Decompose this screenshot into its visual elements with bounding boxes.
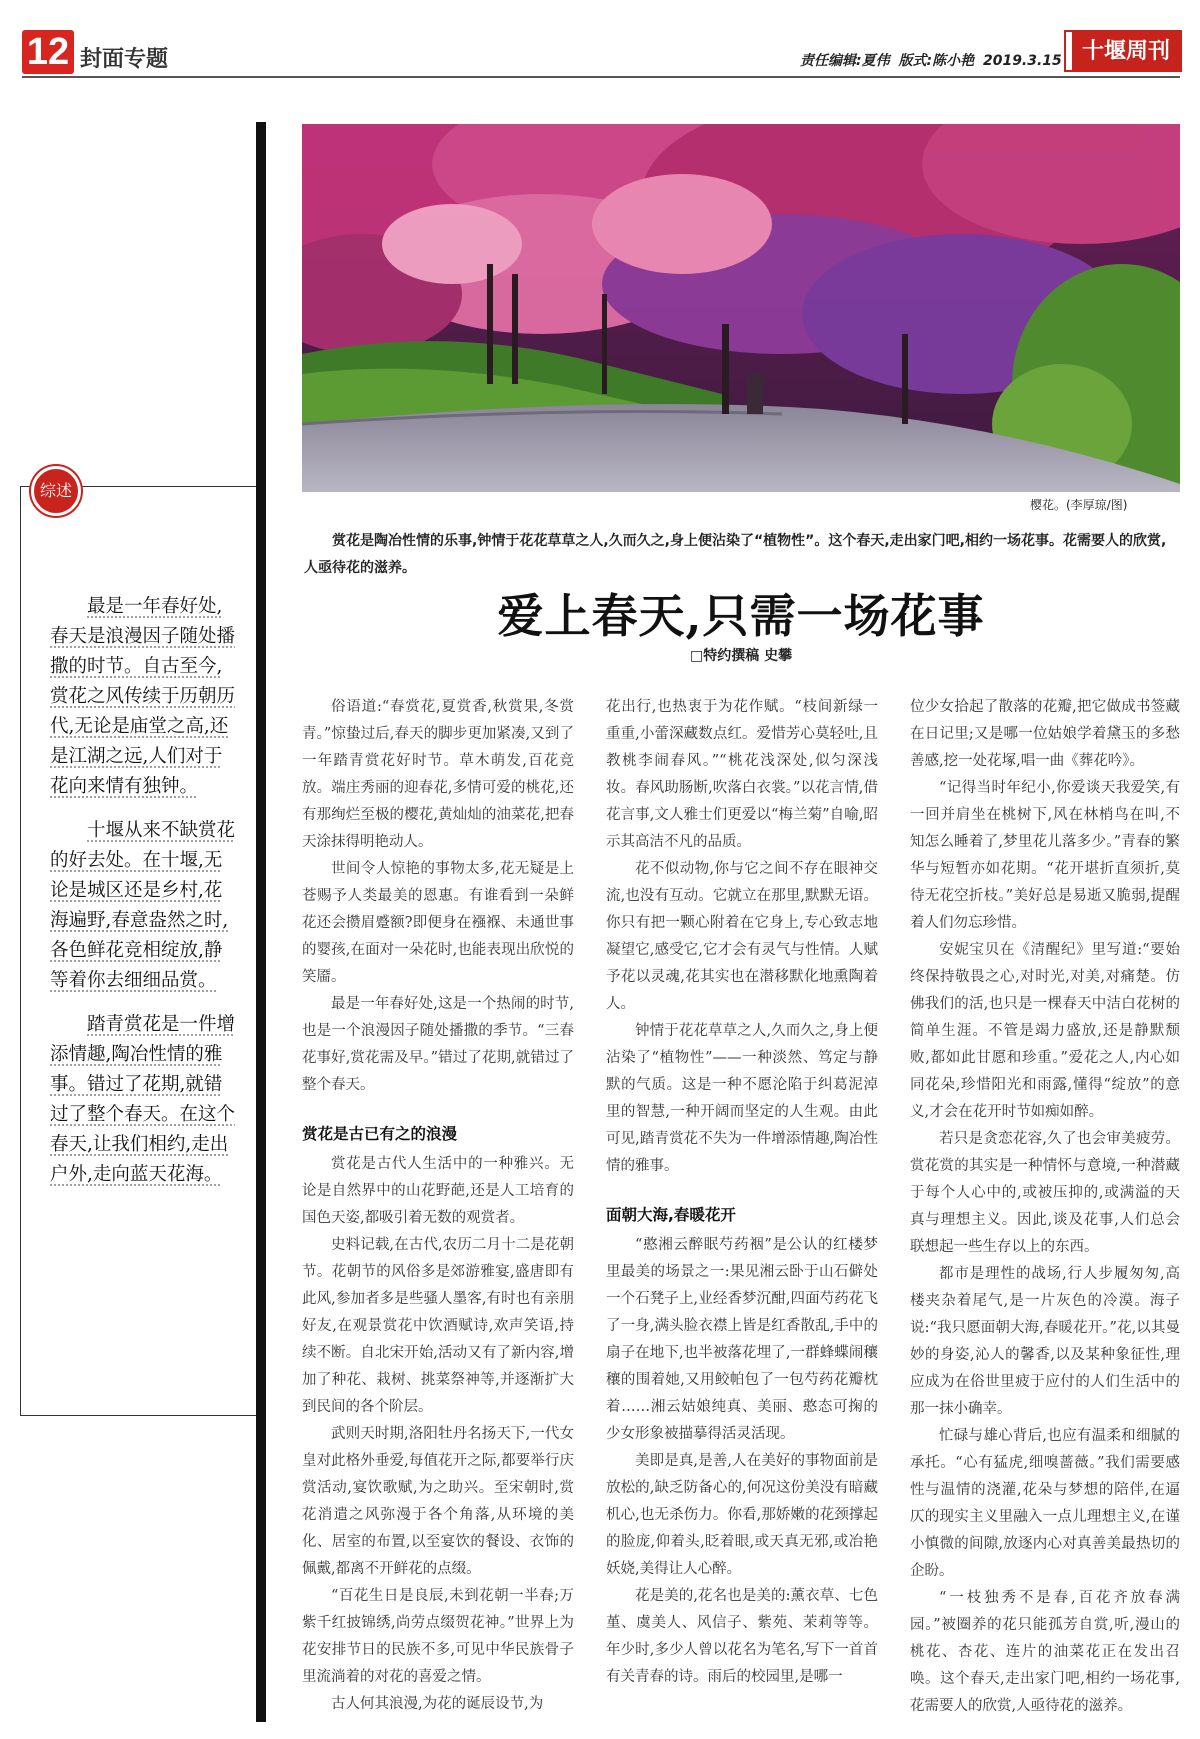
masthead-logo: 十堰周刊 <box>1066 32 1180 70</box>
body-paragraph: 赏花是古代人生活中的一种雅兴。无论是自然界中的山花野葩,还是人工培育的国色天姿,都吸引着无数的观赏者。 <box>302 1156 574 1226</box>
summary-badge: 综述 <box>31 466 81 516</box>
body-paragraph: 花出行,也热衷于为花作赋。“枝间新绿一重重,小蕾深藏数点红。爱惜芳心莫轻吐,且教桃李闹春风。”“桃花浅深处,似匀深浅妆。春风助肠断,吹落白衣裳。”以花言情,借花言事,文人雅士们更爱以“梅兰菊”自喻,昭示其高洁不凡的品质。 <box>606 699 878 850</box>
body-paragraph: 花是美的,花名也是美的:薰衣草、七色堇、虞美人、风信子、紫苑、茉莉等等。年少时,多少人曾以花名为笔名,写下一首首有关青春的诗。雨后的校园里,是哪一 <box>606 1588 878 1685</box>
summary-text <box>50 592 236 1204</box>
layout-credit: 版式:陈小艳 <box>898 53 975 69</box>
summary-paragraph: 最是一年春好处,春天是浪漫因子随处播撒的时节。自古至今,赏花之风传续于历朝历代,无论是庙堂之高,还是江湖之远,人们对于花向来情有独钟。 <box>50 596 236 797</box>
editor-credit: 责任编辑:夏伟 <box>800 53 890 69</box>
subheading: 面朝大海,春暖花开 <box>606 1206 736 1224</box>
body-paragraph: 位少女拾起了散落的花瓣,把它做成书签藏在日记里;又是哪一位姑娘学着黛玉的多愁善感,挖一处花塚,唱一曲《葬花吟》。 <box>910 699 1180 769</box>
body-paragraph: 世间令人惊艳的事物太多,花无疑是上苍赐予人类最美的恩惠。有谁看到一朵鲜花还会攒眉蹙额?即便身在襁褓、未通世事的婴孩,在面对一朵花时,也能表现出欣悦的笑靥。 <box>302 861 574 985</box>
article-column-2 <box>606 694 878 1691</box>
body-paragraph: 美即是真,是善,人在美好的事物面前是放松的,缺乏防备心的,何况这份美没有暗藏机心,也无杀伤力。你看,那娇嫩的花颈撑起的脸庞,仰着头,眨着眼,或天真无邪,或冶艳妖娆,美得让人心醉。 <box>606 1453 878 1577</box>
body-paragraph: 钟情于花花草草之人,久而久之,身上便沾染了“植物性”——一种淡然、笃定与静默的气质。这是一种不愿沦陷于纠葛泥淖里的智慧,一种开阔而坚定的人生观。由此可见,踏青赏花不失为一件增添情趣,陶冶性情的雅事。 <box>606 1023 878 1174</box>
body-paragraph: 若只是贪恋花容,久了也会审美疲劳。赏花赏的其实是一种情怀与意境,一种潜藏于每个人心中的,或被压抑的,或满溢的天真与理想主义。因此,谈及花事,人们总会联想起一些生存以上的东西。 <box>910 1131 1180 1255</box>
subheading: 赏花是古已有之的浪漫 <box>302 1125 458 1143</box>
cherry-blossom-photo <box>302 124 1180 492</box>
article-byline: □特约撰稿 史攀 <box>690 648 793 664</box>
article-column-3 <box>910 694 1180 1720</box>
body-paragraph: 最是一年春好处,这是一个热闹的时节,也是一个浪漫因子随处播撒的季节。“三春花事好,赏花需及早。”错过了花期,就错过了整个春天。 <box>302 996 574 1093</box>
page-header <box>0 0 1200 80</box>
column-divider <box>256 122 266 1722</box>
page-number: 12 <box>22 30 74 74</box>
summary-paragraph: 十堰从来不缺赏花的好去处。在十堰,无论是城区还是乡村,花海遍野,春意盎然之时,各色鲜花竞相绽放,静等着你去细细品赏。 <box>50 820 236 991</box>
credits-line <box>800 50 1066 70</box>
body-paragraph: “记得当时年纪小,你爱谈天我爱笑,有一回并肩坐在桃树下,风在林梢鸟在叫,不知怎么睡着了,梦里花儿落多少。”青春的繁华与短暂亦如花期。“花开堪折直须折,莫待无花空折枝。”美好总是易逝又脆弱,提醒着人们勿忘珍惜。 <box>910 780 1180 931</box>
body-paragraph: 俗语道:“春赏花,夏赏香,秋赏果,冬赏青。”惊蛰过后,春天的脚步更加紧凑,又到了一年踏青赏花好时节。草木萌发,百花竞放。端庄秀丽的迎春花,多情可爱的桃花,还有那绚烂至极的樱花,黄灿灿的油菜花,把春天涂抹得明艳动人。 <box>302 699 574 850</box>
header-rule <box>22 76 1180 78</box>
photo-caption: 樱花。(李厚琼/图) <box>1030 498 1128 512</box>
issue-date: 2019.3.15 <box>982 53 1062 69</box>
body-paragraph: 花不似动物,你与它之间不存在眼神交流,也没有互动。它就立在那里,默默无语。你只有把一颗心附着在它身上,专心致志地凝望它,感受它,它才会有灵气与性情。人赋予花以灵魂,花其实也在潜移默化地熏陶着人。 <box>606 861 878 1012</box>
body-paragraph: 武则天时期,洛阳牡丹名扬天下,一代女皇对此格外垂爱,每值花开之际,都要举行庆赏活动,宴饮歌赋,为之助兴。至宋朝时,赏花消遣之风弥漫于各个角落,从环境的美化、居室的布置,以至宴饮的餐设、衣饰的佩戴,都离不开鲜花的点缀。 <box>302 1426 574 1577</box>
article-headline: 爱上春天,只需一场花事 <box>497 589 985 643</box>
body-paragraph: 安妮宝贝在《清醒纪》里写道:“要始终保持敬畏之心,对时光,对美,对痛楚。仿佛我们的活,也只是一棵春天中洁白花树的简单生涯。不管是竭力盛放,还是静默颓败,都如此甘愿和珍重。”爱花之人,内心如同花朵,珍惜阳光和雨露,懂得“绽放”的意义,才会在花开时节如痴如醉。 <box>910 942 1180 1120</box>
section-title: 封面专题 <box>80 47 169 72</box>
body-paragraph: 古人何其浪漫,为花的诞辰设节,为 <box>331 1696 544 1712</box>
article-lead: 赏花是陶冶性情的乐事,钟情于花花草草之人,久而久之,身上便沾染了“植物性”。这个春天,走出家门吧,相约一场花事。花需要人的欣赏,人亟待花的滋养。 <box>304 533 1167 576</box>
article-column-1 <box>302 694 574 1718</box>
body-paragraph: “百花生日是良辰,未到花朝一半春;万紫千红披锦绣,尚劳点缀贺花神。”世界上为花安排节日的民族不多,可见中华民族骨子里流淌着的对花的喜爱之情。 <box>302 1588 574 1685</box>
body-paragraph: 都市是理性的战场,行人步履匆匆,高楼夹杂着尾气,是一片灰色的冷漠。海子说:“我只愿面朝大海,春暖花开。”花,以其曼妙的身姿,沁人的馨香,以及某种象征性,理应成为在俗世里疲于应付的人们生活中的那一抹小确幸。 <box>910 1266 1180 1417</box>
summary-paragraph: 踏青赏花是一件增添情趣,陶冶性情的雅事。错过了花期,就错过了整个春天。在这个春天,让我们相约,走出户外,走向蓝天花海。 <box>50 1014 236 1185</box>
body-paragraph: “一枝独秀不是春,百花齐放春满园。”被圈养的花只能孤芳自赏,听,漫山的桃花、杏花、连片的油菜花正在发出召唤。这个春天,走出家门吧,相约一场花事,花需要人的欣赏,人亟待花的滋养。 <box>910 1590 1180 1714</box>
body-paragraph: 忙碌与雄心背后,也应有温柔和细腻的承托。“心有猛虎,细嗅蔷薇。”我们需要感性与温情的浇灌,花朵与梦想的陪伴,在逼仄的现实主义里融入一点儿理想主义,在谨小慎微的间隙,放逐内心对真善美最热切的企盼。 <box>910 1428 1180 1579</box>
body-paragraph: 史料记载,在古代,农历二月十二是花朝节。花朝节的风俗多是郊游雅宴,盛唐即有此风,参加者多是些骚人墨客,有时也有亲朋好友,在观景赏花中饮酒赋诗,欢声笑语,持续不断。自北宋开始,活动又有了新内容,增加了种花、栽树、挑菜祭神等,并逐渐扩大到民间的各个阶层。 <box>302 1237 574 1415</box>
body-paragraph: “憨湘云醉眠芍药裀”是公认的红楼梦里最美的场景之一:果见湘云卧于山石僻处一个石凳子上,业经香梦沉酣,四面芍药花飞了一身,满头脸衣襟上皆是红香散乱,手中的扇子在地下,也半被落花埋了,一群蜂蝶闹穰穰的围着她,又用鲛帕包了一包芍药花瓣枕着……湘云姑娘纯真、美丽、憨态可掬的少女形象被描摹得活灵活现。 <box>606 1237 878 1442</box>
